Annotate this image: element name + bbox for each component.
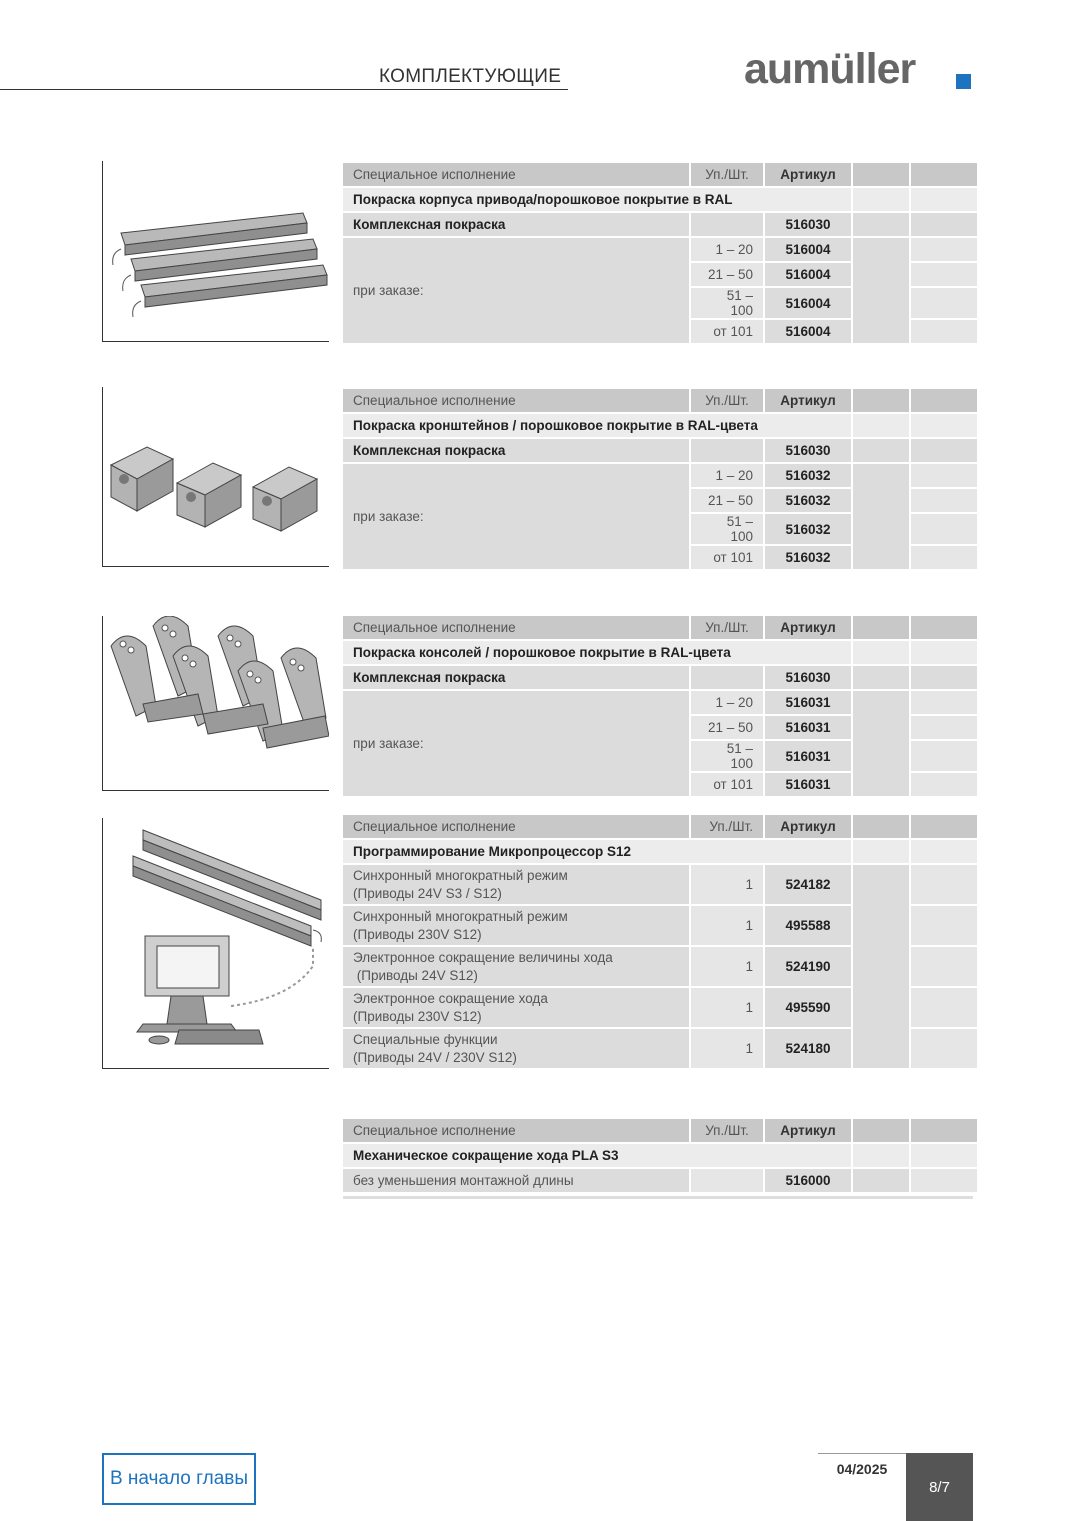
order-label: при заказе: [343, 464, 689, 569]
qty-range: 1 – 20 [691, 464, 763, 487]
qty-range: 21 – 50 [691, 263, 763, 286]
qty-range: 1 – 20 [691, 691, 763, 714]
order-label: при заказе: [343, 238, 689, 343]
col-desc: Специальное исполнение [343, 616, 689, 639]
order-label: при заказе: [343, 691, 689, 796]
col-art: Артикул [765, 815, 851, 838]
spec-table-mechanical-stroke [341, 1117, 979, 1194]
col-qty: Уп./Шт. [691, 815, 763, 838]
table-end-rule [343, 1196, 973, 1199]
programming-image [102, 818, 329, 1069]
article-number: 524190 [765, 947, 851, 986]
qty-range: от 101 [691, 320, 763, 343]
console-image [102, 616, 329, 791]
edition-date: 04/2025 [836, 1461, 888, 1477]
qty-range: 21 – 50 [691, 489, 763, 512]
actuator-image [102, 161, 329, 342]
col-desc: Специальное исполнение [343, 1119, 689, 1142]
brand-logo: aumüller [744, 45, 916, 93]
col-desc: Специальное исполнение [343, 389, 689, 412]
qty-range: от 101 [691, 546, 763, 569]
function-desc: Синхронный многократный режим (Приводы 230V S12) [343, 906, 689, 945]
qty-range: 51 – 100 [691, 288, 763, 318]
col-qty: Уп./Шт. [691, 389, 763, 412]
bracket-image [102, 387, 329, 567]
section-title: Механическое сокращение хода PLA S3 [343, 1144, 851, 1167]
section-title: Программирование Микропроцессор S12 [343, 840, 851, 863]
qty: 1 [691, 865, 763, 904]
qty-range: от 101 [691, 773, 763, 796]
article-number: 495590 [765, 988, 851, 1027]
function-desc: Синхронный многократный режим (Приводы 24V S3 / S12) [343, 865, 689, 904]
article-number: 516004 [765, 238, 851, 261]
col-desc: Специальное исполнение [343, 163, 689, 186]
spec-table-drive-painting [341, 161, 979, 345]
section-title: Покраска консолей / порошковое покрытие в RAL-цвета [343, 641, 851, 664]
qty-range: 51 – 100 [691, 741, 763, 771]
col-art: Артикул [765, 1119, 851, 1142]
article-number: 516032 [765, 489, 851, 512]
article-number: 516000 [765, 1169, 851, 1192]
header-rule [0, 89, 568, 90]
footer-rule [818, 1453, 906, 1454]
logo-square [956, 74, 971, 89]
article-number: 516004 [765, 320, 851, 343]
article-number: 516031 [765, 691, 851, 714]
col-qty: Уп./Шт. [691, 616, 763, 639]
article-number: 516031 [765, 741, 851, 771]
article-number: 516032 [765, 546, 851, 569]
qty-range: 21 – 50 [691, 716, 763, 739]
complete-label: Комплексная покраска [343, 666, 689, 689]
col-qty: Уп./Шт. [691, 1119, 763, 1142]
section-title: Покраска кронштейнов / порошковое покрытие в RAL-цвета [343, 414, 851, 437]
article-number: 516030 [765, 439, 851, 462]
article-number: 516031 [765, 773, 851, 796]
article-number: 516030 [765, 666, 851, 689]
col-art: Артикул [765, 163, 851, 186]
qty: 1 [691, 1029, 763, 1068]
qty: 1 [691, 906, 763, 945]
article-number: 516032 [765, 514, 851, 544]
article-number: 516004 [765, 263, 851, 286]
qty: 1 [691, 988, 763, 1027]
option-desc: без уменьшения монтажной длины [343, 1169, 689, 1192]
article-number: 516004 [765, 288, 851, 318]
col-art: Артикул [765, 616, 851, 639]
complete-label: Комплексная покраска [343, 439, 689, 462]
back-to-chapter-button[interactable]: В начало главы [102, 1453, 256, 1505]
col-qty: Уп./Шт. [691, 163, 763, 186]
section-title: Покраска корпуса привода/порошковое покрытие в RAL [343, 188, 851, 211]
spec-table-programming [341, 813, 979, 1070]
article-number: 495588 [765, 906, 851, 945]
function-desc: Электронное сокращение хода (Приводы 230V S12) [343, 988, 689, 1027]
article-number: 516032 [765, 464, 851, 487]
page-number: 8/7 [929, 1479, 950, 1496]
complete-label: Комплексная покраска [343, 213, 689, 236]
col-desc: Специальное исполнение [343, 815, 689, 838]
article-number: 516031 [765, 716, 851, 739]
function-desc: Электронное сокращение величины хода (Приводы 24V S12) [343, 947, 689, 986]
qty-range: 1 – 20 [691, 238, 763, 261]
page-title: КОМПЛЕКТУЮЩИЕ [379, 66, 562, 87]
article-number: 524182 [765, 865, 851, 904]
qty-range: 51 – 100 [691, 514, 763, 544]
article-number: 516030 [765, 213, 851, 236]
spec-table-bracket-painting [341, 387, 979, 571]
function-desc: Специальные функции (Приводы 24V / 230V S12) [343, 1029, 689, 1068]
spec-table-console-painting [341, 614, 979, 798]
qty: 1 [691, 947, 763, 986]
col-art: Артикул [765, 389, 851, 412]
article-number: 524180 [765, 1029, 851, 1068]
page-number-box [906, 1453, 973, 1521]
